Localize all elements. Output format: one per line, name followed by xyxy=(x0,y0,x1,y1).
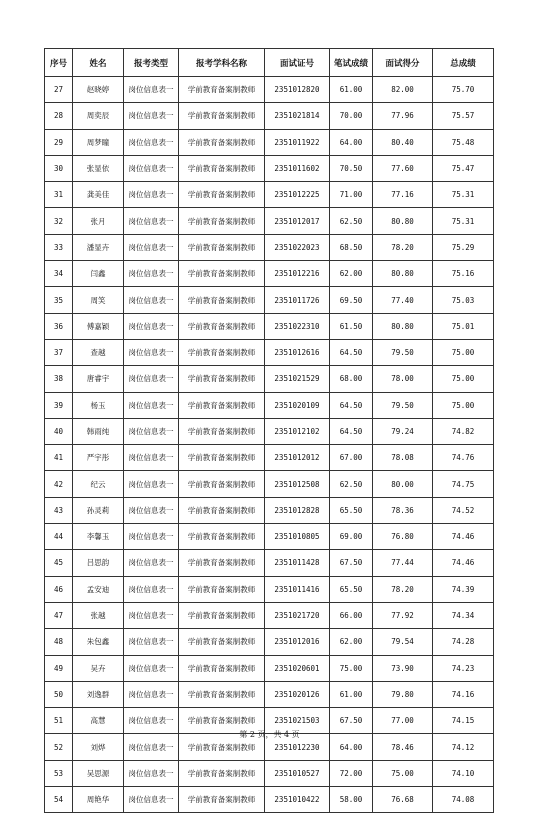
type-cell: 岗位信息表一 xyxy=(124,629,179,655)
subject-cell: 学前教育备案制教师 xyxy=(179,182,265,208)
subject-cell: 学前教育备案制教师 xyxy=(179,629,265,655)
type-cell: 岗位信息表一 xyxy=(124,234,179,260)
written-score-cell: 64.50 xyxy=(330,418,373,444)
written-score-cell: 69.00 xyxy=(330,524,373,550)
total-score-cell: 74.23 xyxy=(433,655,494,681)
type-cell: 岗位信息表一 xyxy=(124,208,179,234)
name-cell: 张月 xyxy=(73,208,124,234)
interview-score-cell: 77.40 xyxy=(373,287,433,313)
header-cell: 报考学科名称 xyxy=(179,49,265,77)
interview-score-cell: 78.36 xyxy=(373,497,433,523)
type-cell: 岗位信息表一 xyxy=(124,524,179,550)
type-cell: 岗位信息表一 xyxy=(124,734,179,760)
exam-id-cell: 2351012508 xyxy=(265,471,330,497)
name-cell: 孟安迪 xyxy=(73,576,124,602)
page-number: 第 2 页，共 4 页 xyxy=(239,730,300,739)
exam-id-cell: 2351012828 xyxy=(265,497,330,523)
type-cell: 岗位信息表一 xyxy=(124,77,179,103)
table-row xyxy=(45,576,494,602)
name-cell: 张越 xyxy=(73,602,124,628)
subject-cell: 学前教育备案制教师 xyxy=(179,77,265,103)
written-score-cell: 64.50 xyxy=(330,392,373,418)
table-header-row xyxy=(45,49,494,77)
interview-score-cell: 79.80 xyxy=(373,681,433,707)
table-row xyxy=(45,524,494,550)
interview-score-cell: 80.00 xyxy=(373,471,433,497)
total-score-cell: 75.70 xyxy=(433,77,494,103)
name-cell: 孙灵莉 xyxy=(73,497,124,523)
written-score-cell: 64.50 xyxy=(330,339,373,365)
interview-score-cell: 78.08 xyxy=(373,445,433,471)
exam-id-cell: 2351021529 xyxy=(265,366,330,392)
table-row xyxy=(45,313,494,339)
subject-cell: 学前教育备案制教师 xyxy=(179,708,265,734)
total-score-cell: 74.12 xyxy=(433,734,494,760)
exam-id-cell: 2351011428 xyxy=(265,550,330,576)
interview-score-cell: 78.00 xyxy=(373,366,433,392)
total-score-cell: 75.29 xyxy=(433,234,494,260)
table-row xyxy=(45,366,494,392)
interview-score-cell: 80.80 xyxy=(373,208,433,234)
total-score-cell: 74.82 xyxy=(433,418,494,444)
type-cell: 岗位信息表一 xyxy=(124,418,179,444)
name-cell: 唐睿宇 xyxy=(73,366,124,392)
subject-cell: 学前教育备案制教师 xyxy=(179,787,265,813)
table-row xyxy=(45,77,494,103)
subject-cell: 学前教育备案制教师 xyxy=(179,655,265,681)
total-score-cell: 74.28 xyxy=(433,629,494,655)
type-cell: 岗位信息表一 xyxy=(124,655,179,681)
exam-id-cell: 2351011602 xyxy=(265,155,330,181)
name-cell: 查越 xyxy=(73,339,124,365)
subject-cell: 学前教育备案制教师 xyxy=(179,339,265,365)
exam-id-cell: 2351012102 xyxy=(265,418,330,444)
seq-cell: 53 xyxy=(45,760,73,786)
seq-cell: 35 xyxy=(45,287,73,313)
written-score-cell: 62.00 xyxy=(330,629,373,655)
subject-cell: 学前教育备案制教师 xyxy=(179,287,265,313)
interview-score-cell: 78.20 xyxy=(373,576,433,602)
header-cell: 总成绩 xyxy=(433,49,494,77)
written-score-cell: 69.50 xyxy=(330,287,373,313)
subject-cell: 学前教育备案制教师 xyxy=(179,366,265,392)
written-score-cell: 62.50 xyxy=(330,208,373,234)
written-score-cell: 61.00 xyxy=(330,77,373,103)
type-cell: 岗位信息表一 xyxy=(124,708,179,734)
written-score-cell: 58.00 xyxy=(330,787,373,813)
type-cell: 岗位信息表一 xyxy=(124,339,179,365)
table-row xyxy=(45,760,494,786)
name-cell: 周奕辰 xyxy=(73,103,124,129)
seq-cell: 54 xyxy=(45,787,73,813)
total-score-cell: 74.39 xyxy=(433,576,494,602)
written-score-cell: 68.50 xyxy=(330,234,373,260)
table-row xyxy=(45,261,494,287)
name-cell: 严宇彤 xyxy=(73,445,124,471)
exam-id-cell: 2351020126 xyxy=(265,681,330,707)
subject-cell: 学前教育备案制教师 xyxy=(179,208,265,234)
written-score-cell: 61.50 xyxy=(330,313,373,339)
total-score-cell: 74.10 xyxy=(433,760,494,786)
name-cell: 纪云 xyxy=(73,471,124,497)
written-score-cell: 61.00 xyxy=(330,681,373,707)
table-row xyxy=(45,155,494,181)
exam-id-cell: 2351010422 xyxy=(265,787,330,813)
name-cell: 龚美佳 xyxy=(73,182,124,208)
subject-cell: 学前教育备案制教师 xyxy=(179,524,265,550)
seq-cell: 50 xyxy=(45,681,73,707)
subject-cell: 学前教育备案制教师 xyxy=(179,261,265,287)
type-cell: 岗位信息表一 xyxy=(124,287,179,313)
type-cell: 岗位信息表一 xyxy=(124,366,179,392)
header-cell: 笔试成绩 xyxy=(330,49,373,77)
name-cell: 刘逸群 xyxy=(73,681,124,707)
exam-id-cell: 2351012225 xyxy=(265,182,330,208)
subject-cell: 学前教育备案制教师 xyxy=(179,392,265,418)
name-cell: 周艳华 xyxy=(73,787,124,813)
subject-cell: 学前教育备案制教师 xyxy=(179,760,265,786)
interview-score-cell: 75.00 xyxy=(373,760,433,786)
exam-id-cell: 2351022310 xyxy=(265,313,330,339)
name-cell: 朱包鑫 xyxy=(73,629,124,655)
written-score-cell: 72.00 xyxy=(330,760,373,786)
seq-cell: 39 xyxy=(45,392,73,418)
written-score-cell: 75.00 xyxy=(330,655,373,681)
type-cell: 岗位信息表一 xyxy=(124,182,179,208)
seq-cell: 44 xyxy=(45,524,73,550)
seq-cell: 31 xyxy=(45,182,73,208)
table-row xyxy=(45,602,494,628)
seq-cell: 47 xyxy=(45,602,73,628)
subject-cell: 学前教育备案制教师 xyxy=(179,602,265,628)
seq-cell: 32 xyxy=(45,208,73,234)
subject-cell: 学前教育备案制教师 xyxy=(179,234,265,260)
subject-cell: 学前教育备案制教师 xyxy=(179,734,265,760)
table-row xyxy=(45,103,494,129)
interview-score-cell: 76.68 xyxy=(373,787,433,813)
type-cell: 岗位信息表一 xyxy=(124,445,179,471)
total-score-cell: 75.48 xyxy=(433,129,494,155)
total-score-cell: 75.47 xyxy=(433,155,494,181)
seq-cell: 33 xyxy=(45,234,73,260)
subject-cell: 学前教育备案制教师 xyxy=(179,576,265,602)
seq-cell: 45 xyxy=(45,550,73,576)
total-score-cell: 75.00 xyxy=(433,366,494,392)
total-score-cell: 75.00 xyxy=(433,392,494,418)
subject-cell: 学前教育备案制教师 xyxy=(179,550,265,576)
exam-id-cell: 2351012012 xyxy=(265,445,330,471)
total-score-cell: 74.52 xyxy=(433,497,494,523)
name-cell: 吴卉 xyxy=(73,655,124,681)
type-cell: 岗位信息表一 xyxy=(124,155,179,181)
name-cell: 杨玉 xyxy=(73,392,124,418)
subject-cell: 学前教育备案制教师 xyxy=(179,497,265,523)
subject-cell: 学前教育备案制教师 xyxy=(179,418,265,444)
total-score-cell: 75.57 xyxy=(433,103,494,129)
written-score-cell: 64.00 xyxy=(330,129,373,155)
interview-score-cell: 82.00 xyxy=(373,77,433,103)
exam-id-cell: 2351012017 xyxy=(265,208,330,234)
seq-cell: 42 xyxy=(45,471,73,497)
subject-cell: 学前教育备案制教师 xyxy=(179,313,265,339)
subject-cell: 学前教育备案制教师 xyxy=(179,681,265,707)
type-cell: 岗位信息表一 xyxy=(124,392,179,418)
subject-cell: 学前教育备案制教师 xyxy=(179,155,265,181)
written-score-cell: 70.50 xyxy=(330,155,373,181)
total-score-cell: 74.46 xyxy=(433,550,494,576)
name-cell: 赵晓婷 xyxy=(73,77,124,103)
written-score-cell: 67.50 xyxy=(330,708,373,734)
table-row xyxy=(45,392,494,418)
total-score-cell: 74.46 xyxy=(433,524,494,550)
type-cell: 岗位信息表一 xyxy=(124,129,179,155)
table-row xyxy=(45,787,494,813)
interview-score-cell: 77.00 xyxy=(373,708,433,734)
type-cell: 岗位信息表一 xyxy=(124,576,179,602)
table-row xyxy=(45,445,494,471)
seq-cell: 30 xyxy=(45,155,73,181)
type-cell: 岗位信息表一 xyxy=(124,787,179,813)
total-score-cell: 75.00 xyxy=(433,339,494,365)
interview-score-cell: 77.96 xyxy=(373,103,433,129)
interview-score-cell: 77.44 xyxy=(373,550,433,576)
exam-id-cell: 2351010527 xyxy=(265,760,330,786)
exam-id-cell: 2351011726 xyxy=(265,287,330,313)
seq-cell: 48 xyxy=(45,629,73,655)
interview-score-cell: 80.40 xyxy=(373,129,433,155)
total-score-cell: 74.08 xyxy=(433,787,494,813)
name-cell: 周梦瞳 xyxy=(73,129,124,155)
type-cell: 岗位信息表一 xyxy=(124,103,179,129)
table-row xyxy=(45,629,494,655)
header-cell: 序号 xyxy=(45,49,73,77)
interview-score-cell: 73.90 xyxy=(373,655,433,681)
exam-id-cell: 2351022023 xyxy=(265,234,330,260)
written-score-cell: 70.00 xyxy=(330,103,373,129)
written-score-cell: 65.50 xyxy=(330,576,373,602)
exam-id-cell: 2351012820 xyxy=(265,77,330,103)
interview-score-cell: 76.80 xyxy=(373,524,433,550)
total-score-cell: 74.16 xyxy=(433,681,494,707)
total-score-cell: 75.16 xyxy=(433,261,494,287)
exam-id-cell: 2351021720 xyxy=(265,602,330,628)
subject-cell: 学前教育备案制教师 xyxy=(179,445,265,471)
seq-cell: 38 xyxy=(45,366,73,392)
written-score-cell: 67.00 xyxy=(330,445,373,471)
header-cell: 面试证号 xyxy=(265,49,330,77)
seq-cell: 36 xyxy=(45,313,73,339)
name-cell: 吴思源 xyxy=(73,760,124,786)
interview-score-cell: 79.24 xyxy=(373,418,433,444)
written-score-cell: 62.00 xyxy=(330,261,373,287)
total-score-cell: 74.15 xyxy=(433,708,494,734)
type-cell: 岗位信息表一 xyxy=(124,497,179,523)
table-row xyxy=(45,655,494,681)
total-score-cell: 74.76 xyxy=(433,445,494,471)
table-body xyxy=(45,77,494,813)
score-table xyxy=(44,48,494,813)
seq-cell: 43 xyxy=(45,497,73,523)
seq-cell: 41 xyxy=(45,445,73,471)
table-row xyxy=(45,550,494,576)
written-score-cell: 68.00 xyxy=(330,366,373,392)
name-cell: 李馨玉 xyxy=(73,524,124,550)
type-cell: 岗位信息表一 xyxy=(124,550,179,576)
exam-id-cell: 2351012616 xyxy=(265,339,330,365)
exam-id-cell: 2351010805 xyxy=(265,524,330,550)
total-score-cell: 75.31 xyxy=(433,208,494,234)
type-cell: 岗位信息表一 xyxy=(124,261,179,287)
name-cell: 张显依 xyxy=(73,155,124,181)
interview-score-cell: 80.80 xyxy=(373,261,433,287)
interview-score-cell: 80.80 xyxy=(373,313,433,339)
written-score-cell: 62.50 xyxy=(330,471,373,497)
exam-id-cell: 2351020601 xyxy=(265,655,330,681)
seq-cell: 34 xyxy=(45,261,73,287)
table-row xyxy=(45,182,494,208)
table-row xyxy=(45,234,494,260)
interview-score-cell: 77.92 xyxy=(373,602,433,628)
type-cell: 岗位信息表一 xyxy=(124,602,179,628)
type-cell: 岗位信息表一 xyxy=(124,760,179,786)
exam-id-cell: 2351020109 xyxy=(265,392,330,418)
exam-id-cell: 2351011922 xyxy=(265,129,330,155)
exam-id-cell: 2351012016 xyxy=(265,629,330,655)
type-cell: 岗位信息表一 xyxy=(124,471,179,497)
interview-score-cell: 77.16 xyxy=(373,182,433,208)
subject-cell: 学前教育备案制教师 xyxy=(179,129,265,155)
subject-cell: 学前教育备案制教师 xyxy=(179,471,265,497)
seq-cell: 27 xyxy=(45,77,73,103)
name-cell: 刘烨 xyxy=(73,734,124,760)
written-score-cell: 64.00 xyxy=(330,734,373,760)
table-row xyxy=(45,497,494,523)
table-row xyxy=(45,287,494,313)
type-cell: 岗位信息表一 xyxy=(124,313,179,339)
exam-id-cell: 2351012216 xyxy=(265,261,330,287)
interview-score-cell: 79.50 xyxy=(373,392,433,418)
name-cell: 闫鑫 xyxy=(73,261,124,287)
seq-cell: 28 xyxy=(45,103,73,129)
name-cell: 韩雨纯 xyxy=(73,418,124,444)
name-cell: 吕思韵 xyxy=(73,550,124,576)
exam-id-cell: 2351012230 xyxy=(265,734,330,760)
header-cell: 报考类型 xyxy=(124,49,179,77)
exam-id-cell: 2351021503 xyxy=(265,708,330,734)
written-score-cell: 65.50 xyxy=(330,497,373,523)
table-row xyxy=(45,208,494,234)
type-cell: 岗位信息表一 xyxy=(124,681,179,707)
seq-cell: 52 xyxy=(45,734,73,760)
seq-cell: 29 xyxy=(45,129,73,155)
header-cell: 面试得分 xyxy=(373,49,433,77)
interview-score-cell: 77.60 xyxy=(373,155,433,181)
total-score-cell: 74.34 xyxy=(433,602,494,628)
seq-cell: 46 xyxy=(45,576,73,602)
written-score-cell: 71.00 xyxy=(330,182,373,208)
written-score-cell: 66.00 xyxy=(330,602,373,628)
interview-score-cell: 78.46 xyxy=(373,734,433,760)
interview-score-cell: 78.20 xyxy=(373,234,433,260)
table-row xyxy=(45,339,494,365)
total-score-cell: 75.01 xyxy=(433,313,494,339)
seq-cell: 49 xyxy=(45,655,73,681)
subject-cell: 学前教育备案制教师 xyxy=(179,103,265,129)
seq-cell: 37 xyxy=(45,339,73,365)
name-cell: 周笑 xyxy=(73,287,124,313)
total-score-cell: 75.03 xyxy=(433,287,494,313)
total-score-cell: 75.31 xyxy=(433,182,494,208)
seq-cell: 40 xyxy=(45,418,73,444)
name-cell: 潘显卉 xyxy=(73,234,124,260)
header-cell: 姓名 xyxy=(73,49,124,77)
exam-id-cell: 2351021814 xyxy=(265,103,330,129)
name-cell: 高慧 xyxy=(73,708,124,734)
exam-id-cell: 2351011416 xyxy=(265,576,330,602)
table-row xyxy=(45,418,494,444)
table-row xyxy=(45,681,494,707)
interview-score-cell: 79.54 xyxy=(373,629,433,655)
table-row xyxy=(45,471,494,497)
name-cell: 傅嘉颖 xyxy=(73,313,124,339)
total-score-cell: 74.75 xyxy=(433,471,494,497)
interview-score-cell: 79.50 xyxy=(373,339,433,365)
written-score-cell: 67.50 xyxy=(330,550,373,576)
seq-cell: 51 xyxy=(45,708,73,734)
table-row xyxy=(45,129,494,155)
